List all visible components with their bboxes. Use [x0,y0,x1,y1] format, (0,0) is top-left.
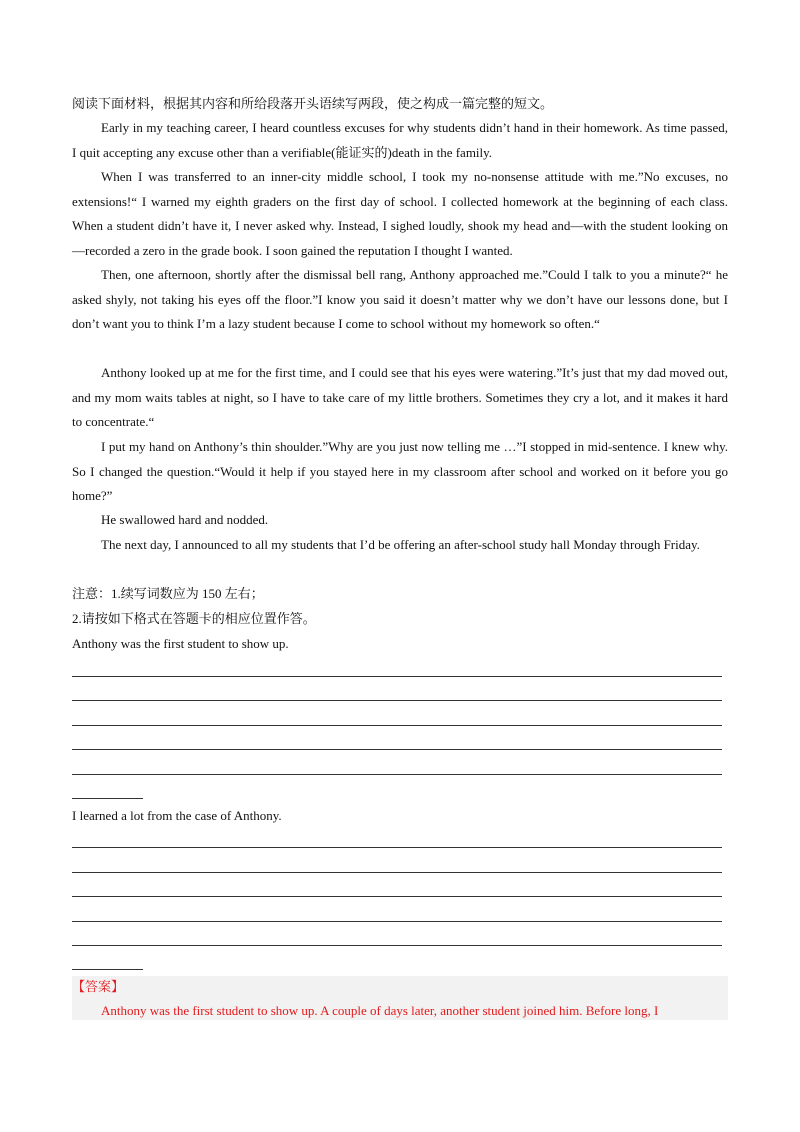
paragraph-7: The next day, I announced to all my students that I’d be offering an after-school study hall Monday through Friday. [101,537,700,552]
paragraph-1-opening: Anthony was the first student to show up. [72,636,289,651]
answer-line [72,872,722,873]
note-word-count: 注意：1.续写词数应为 150 左右； [72,586,264,601]
answer-line [72,945,722,946]
instruction: 阅读下面材料，根据其内容和所给段落开头语续写两段，使之构成一篇完整的短文。 [72,96,554,111]
paragraph-6: He swallowed hard and nodded. [101,512,269,527]
answer-line [72,676,722,677]
answer-line [72,700,722,701]
paragraph-2-opening: I learned a lot from the case of Anthony. [72,808,282,823]
paragraph-3: Then, one afternoon, shortly after the dismissal bell rang, Anthony approached me.”Could I talk to you a minute?“ he asked shyly, not taking his eyes off the floor.”I know you said it doesn’t matter why we don’t have our lessons done, but I don’t want you to think I’m a lazy student because I come to school without my homework so often.“ [72,267,728,331]
answer-line [72,774,722,775]
paragraph-4: Anthony looked up at me for the first time, and I could see that his eyes were watering.”It’s just that my dad moved out, and my mom waits tables at night, so I have to take care of my little brothers. Sometimes they cry a lot, and it makes it hard to concentrate.“ [72,365,728,429]
answer-text: Anthony was the first student to show up. A couple of days later, another student joined him. Before long, I [101,1003,659,1018]
answer-line [72,725,722,726]
answer-line [72,921,722,922]
answer-label: 【答案】 [72,979,125,994]
answer-line [72,749,722,750]
paragraph-2: When I was transferred to an inner-city middle school, I took my no-nonsense attitude with me.”No excuses, no extensions!“ I warned my eighth graders on the first day of school. I collected homework at the beginning of each class. When a student didn’t have it, I never asked why. Instead, I sighed loudly, shook my head and—with the student looking on—recorded a zero in the grade book. I soon gained the reputation I thought I wanted. [72,169,728,258]
answer-line-short [72,798,143,799]
answer-line [72,847,722,848]
note-format: 2.请按如下格式在答题卡的相应位置作答。 [72,611,316,626]
paragraph-5: I put my hand on Anthony’s thin shoulder.”Why are you just now telling me …”I stopped in mid-sentence. I knew why. So I changed the question.“Would it help if you stayed here in my classroom after school and worked on it before you go home?” [72,439,728,503]
answer-line [72,896,722,897]
paragraph-1: Early in my teaching career, I heard countless excuses for why students didn’t hand in their homework. As time passed, I quit accepting any excuse other than a verifiable(能证实的)death in the family. [72,120,728,160]
answer-line-short [72,969,143,970]
